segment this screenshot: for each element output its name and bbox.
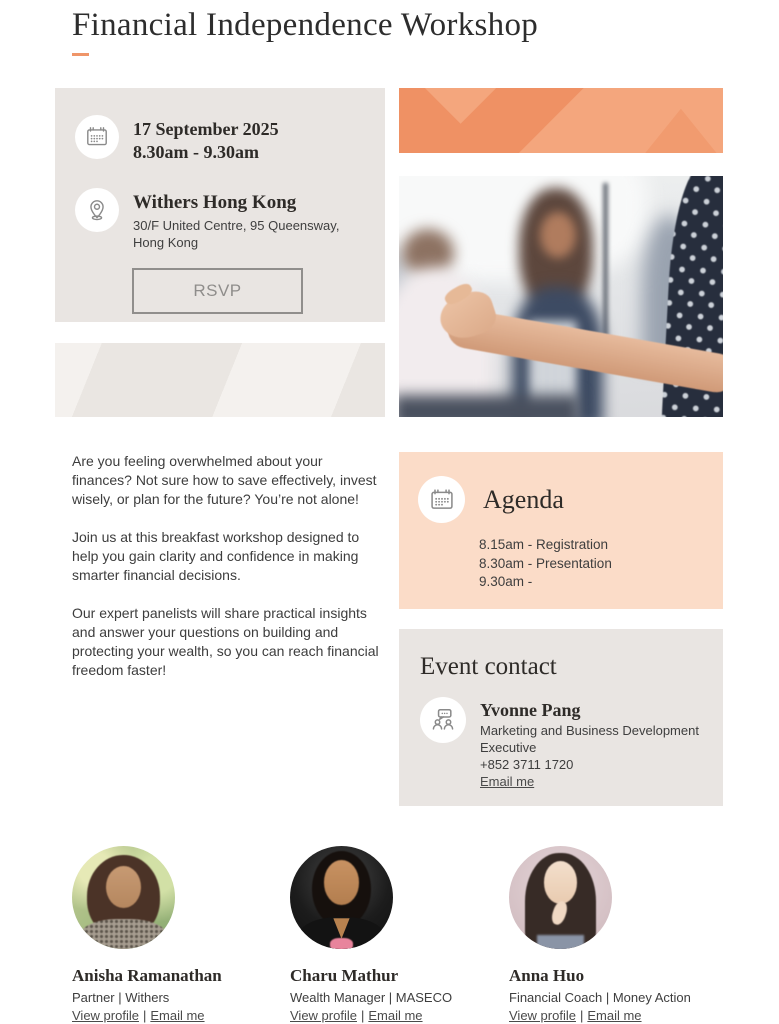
middle-section: [55, 452, 779, 806]
calendar-icon: [75, 115, 119, 159]
speaker-photo: [290, 846, 393, 949]
event-date: 17 September 2025: [133, 119, 279, 139]
event-details-card: [55, 88, 385, 322]
calendar-icon: [418, 476, 465, 523]
decorative-stripe-block: [55, 343, 385, 417]
link-separator: |: [360, 1008, 365, 1023]
agenda-item: 8.30am - Presentation: [479, 555, 612, 571]
top-section: [55, 88, 779, 417]
date-time-row: [75, 115, 365, 164]
agenda-card: [399, 452, 723, 609]
event-time: 8.30am - 9.30am: [133, 142, 259, 162]
speaker-role: Financial Coach | Money Action: [509, 990, 691, 1005]
link-separator: |: [579, 1008, 584, 1023]
view-profile-link[interactable]: View profile: [72, 1008, 139, 1023]
contact-text: [480, 697, 712, 791]
speaker-card: [509, 846, 727, 1024]
agenda-item: 9.30am -: [479, 574, 533, 589]
top-right-column: [399, 88, 723, 417]
agenda-heading: Agenda: [483, 484, 564, 514]
decorative-orange-banner: [399, 88, 723, 153]
location-pin-icon: [75, 188, 119, 232]
contact-phone: +852 3711 1720: [480, 757, 574, 772]
speaker-name: Anisha Ramanathan: [72, 966, 222, 985]
email-link[interactable]: Email me: [150, 1008, 205, 1023]
contact-name: Yvonne Pang: [480, 700, 581, 720]
venue-name: Withers Hong Kong: [133, 192, 297, 213]
email-link[interactable]: Email me: [368, 1008, 423, 1023]
contact-row: [420, 697, 707, 791]
speaker-name: Charu Mathur: [290, 966, 399, 985]
intro-paragraph: Join us at this breakfast workshop designed to help you gain clarity and confidence in making smarter financial decisions.: [72, 529, 360, 583]
middle-right-column: [399, 452, 723, 806]
speaker-links: [290, 1007, 509, 1024]
speaker-links: [509, 1007, 727, 1024]
intro-paragraph: Are you feeling overwhelmed about your finances? Not sure how to save effectively, invest wisely, or plan for the future? You’re not alone!: [72, 453, 377, 507]
speaker-role: Wealth Manager | MASECO: [290, 990, 453, 1005]
email-link[interactable]: Email me: [587, 1008, 642, 1023]
date-time-text: [133, 115, 279, 164]
event-contact-card: [399, 629, 723, 806]
speaker-photo: [72, 846, 175, 949]
link-separator: |: [142, 1008, 147, 1023]
discussion-icon: [420, 697, 466, 743]
top-left-column: [55, 88, 385, 417]
contact-email-link[interactable]: Email me: [480, 774, 535, 789]
venue-address: 30/F United Centre, 95 Queensway, Hong Kong: [133, 218, 340, 250]
contact-role: Marketing and Business Development Executive: [480, 723, 699, 755]
intro-paragraph: Our expert panelists will share practical insights and answer your questions on building and protecting your wealth, so you can reach financial freedom faster!: [72, 605, 379, 678]
intro-text: [55, 452, 385, 806]
event-contact-heading: Event contact: [420, 653, 557, 680]
rsvp-button[interactable]: RSVP: [132, 268, 303, 314]
venue-row: [75, 188, 365, 251]
view-profile-link[interactable]: View profile: [290, 1008, 357, 1023]
speaker-name: Anna Huo: [509, 966, 585, 985]
speaker-photo: [509, 846, 612, 949]
workshop-photo: [399, 176, 723, 417]
speakers-section: [72, 846, 779, 1024]
page-title: Financial Independence Workshop: [72, 7, 539, 43]
agenda-items: [479, 536, 723, 592]
speaker-links: [72, 1007, 290, 1024]
view-profile-link[interactable]: View profile: [509, 1008, 576, 1023]
agenda-header: [418, 476, 723, 523]
agenda-item: 8.15am - Registration: [479, 537, 609, 552]
speaker-card: [290, 846, 509, 1024]
speaker-card: [72, 846, 290, 1024]
venue-text: [133, 188, 359, 251]
speaker-role: Partner | Withers: [72, 990, 170, 1005]
title-accent-dash: [72, 53, 89, 56]
